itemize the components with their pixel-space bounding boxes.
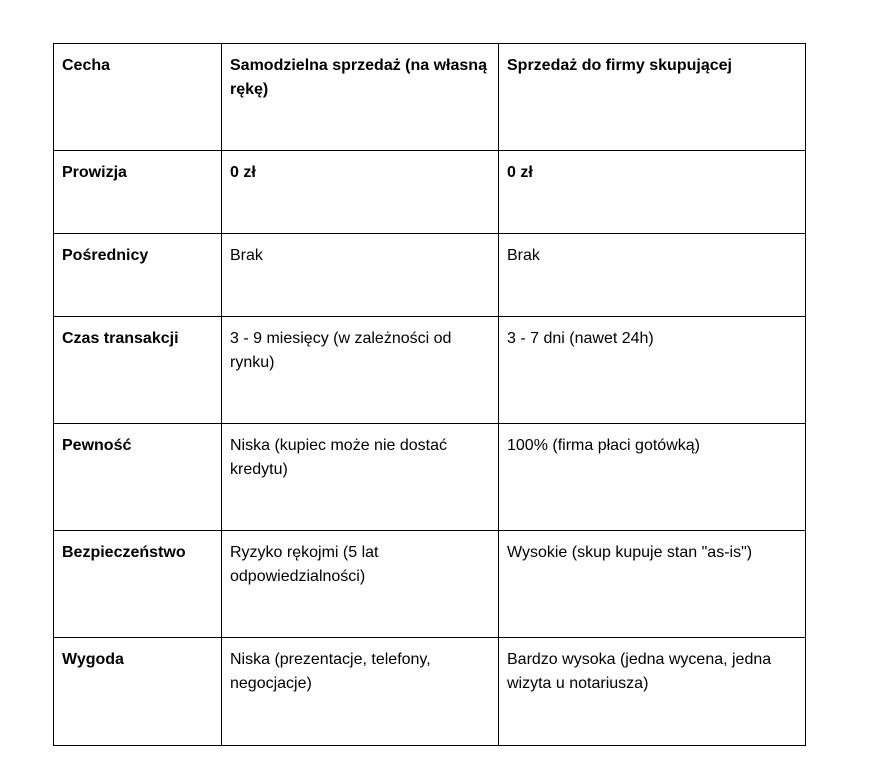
table-row xyxy=(54,317,806,424)
row-label: Wygoda xyxy=(54,638,222,746)
comparison-table xyxy=(53,43,806,746)
row-label: Pewność xyxy=(54,424,222,531)
table-row xyxy=(54,531,806,638)
table-cell: Brak xyxy=(499,234,806,317)
table-row xyxy=(54,638,806,746)
table-cell: Niska (prezentacje, telefony, negocjacje) xyxy=(222,638,499,746)
row-label: Prowizja xyxy=(54,151,222,234)
table-cell: 3 - 9 miesięcy (w zależności od rynku) xyxy=(222,317,499,424)
header-cell-company-sale: Sprzedaż do firmy skupującej xyxy=(499,44,806,151)
header-cell-feature: Cecha xyxy=(54,44,222,151)
row-label: Bezpieczeństwo xyxy=(54,531,222,638)
table-cell: 0 zł xyxy=(499,151,806,234)
table-cell: 0 zł xyxy=(222,151,499,234)
table-header-row xyxy=(54,44,806,151)
table-row xyxy=(54,234,806,317)
header-cell-self-sale: Samodzielna sprzedaż (na własną rękę) xyxy=(222,44,499,151)
table-row xyxy=(54,151,806,234)
row-label: Pośrednicy xyxy=(54,234,222,317)
table-cell: 3 - 7 dni (nawet 24h) xyxy=(499,317,806,424)
table-cell: Wysokie (skup kupuje stan "as-is") xyxy=(499,531,806,638)
table-cell: Brak xyxy=(222,234,499,317)
table-cell: Ryzyko rękojmi (5 lat odpowiedzialności) xyxy=(222,531,499,638)
table-row xyxy=(54,424,806,531)
table-cell: Niska (kupiec może nie dostać kredytu) xyxy=(222,424,499,531)
table-cell: 100% (firma płaci gotówką) xyxy=(499,424,806,531)
table-cell: Bardzo wysoka (jedna wycena, jedna wizyta u notariusza) xyxy=(499,638,806,746)
row-label: Czas transakcji xyxy=(54,317,222,424)
